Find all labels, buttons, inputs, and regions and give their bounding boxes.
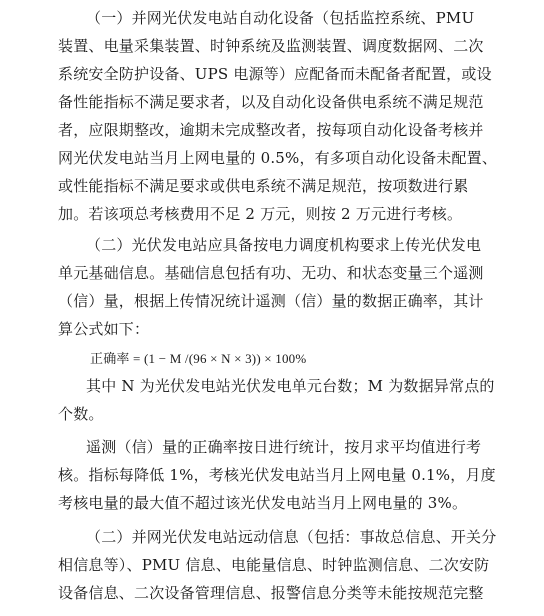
paragraph-2-line-4: 算公式如下： xyxy=(58,320,150,338)
paragraph-4-line-1: 遥测（信）量的正确率按日进行统计，按月求平均值进行考 xyxy=(86,438,482,456)
paragraph-2-line-2: 单元基础信息。基础信息包括有功、无功、和状态变量三个遥测 xyxy=(58,264,484,282)
paragraph-5-line-1: （二）并网光伏发电站远动信息（包括：事故总信息、开关分 xyxy=(86,528,497,546)
paragraph-1-line-1: （一）并网光伏发电站自动化设备（包括监控系统、PMU xyxy=(86,9,475,27)
paragraph-5-line-2: 相信息等）、PMU 信息、电能量信息、时钟监测信息、二次安防 xyxy=(58,556,490,574)
paragraph-2-line-3: （信）量，根据上传情况统计遥测（信）量的数据正确率，其计 xyxy=(58,292,484,310)
paragraph-3-line-2: 个数。 xyxy=(58,405,104,423)
accuracy-formula: 正确率 = (1 − M /(96 × N × 3)) × 100% xyxy=(90,351,307,366)
paragraph-1-line-4: 备性能指标不满足要求者，以及自动化设备供电系统不满足规范 xyxy=(58,93,484,111)
paragraph-5-line-3: 设备信息、二次设备管理信息、报警信息分类等未能按规范完整 xyxy=(58,584,484,602)
paragraph-2-line-1: （二）光伏发电站应具备按电力调度机构要求上传光伏发电 xyxy=(86,236,482,254)
paragraph-1-line-3: 系统安全防护设备、UPS 电源等）应配备而未配备者配置，或设 xyxy=(58,65,492,83)
paragraph-4-line-2: 核。指标每降低 1%，考核光伏发电站当月上网电量 0.1%，月度 xyxy=(58,466,496,484)
paragraph-4-line-3: 考核电量的最大值不超过该光伏发电站当月上网电量的 3%。 xyxy=(58,494,468,512)
paragraph-1-line-7: 或性能指标不满足要求或供电系统不满足规范，按项数进行累 xyxy=(58,177,469,195)
paragraph-1-line-8: 加。若该项总考核费用不足 2 万元，则按 2 万元进行考核。 xyxy=(58,205,463,223)
paragraph-3-line-1: 其中 N 为光伏发电站光伏发电单元台数；M 为数据异常点的 xyxy=(86,377,495,395)
paragraph-1-line-5: 者，应限期整改，逾期未完成整改者，按每项自动化设备考核并 xyxy=(58,121,484,139)
paragraph-1-line-6: 网光伏发电站当月上网电量的 0.5%，有多项自动化设备未配置、 xyxy=(58,149,498,167)
paragraph-1-line-2: 装置、电量采集装置、时钟系统及监测装置、调度数据网、二次 xyxy=(58,37,484,55)
